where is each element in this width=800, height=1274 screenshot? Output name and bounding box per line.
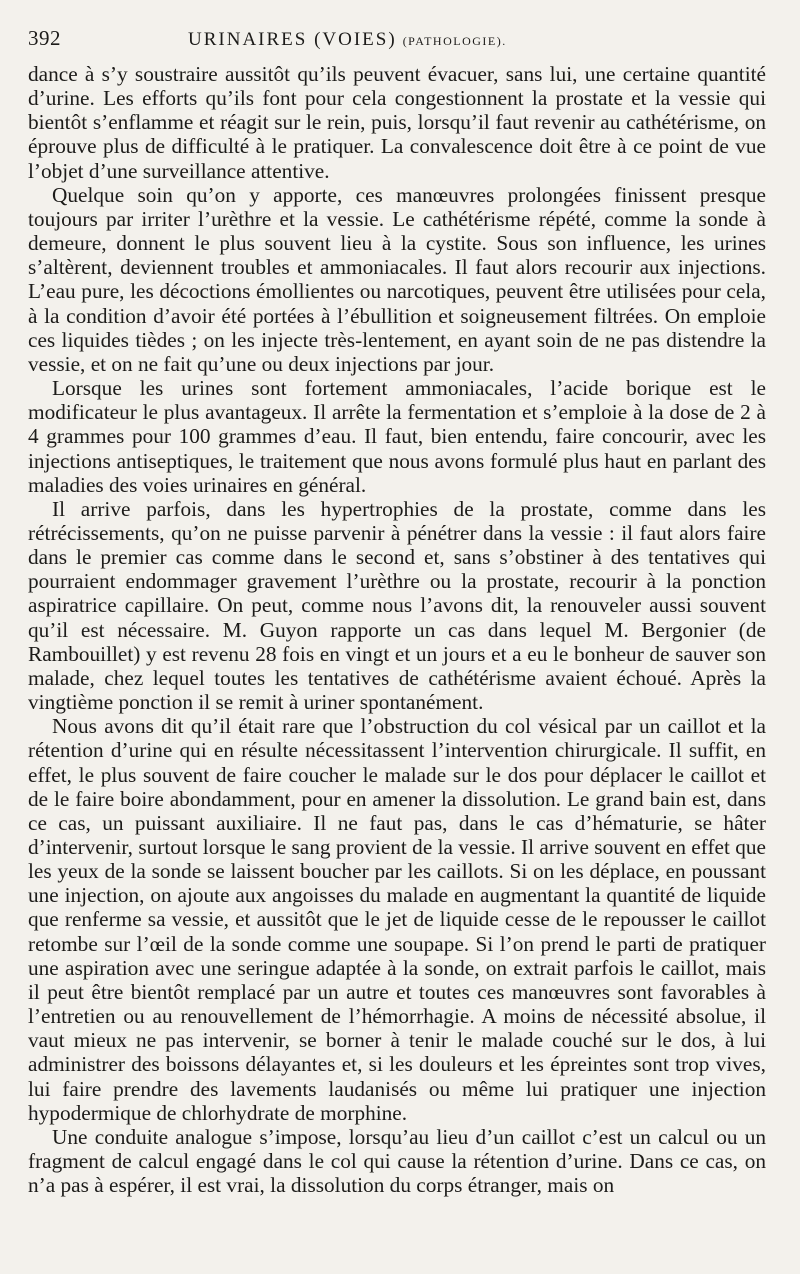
paragraph-catheter-irritation: Quelque soin qu’on y apporte, ces manœuvres prolongées finissent presque toujours par irriter l’urèthre et la vessie. Le cathétérisme répété, comme la sonde à demeure, donnent le plus souvent lieu à la cystite. Sous son influence, les urines s’altèrent, deviennent troubles et ammoniacales. Il faut alors recourir aux injections. L’eau pure, les décoctions émollientes ou narcotiques, peuvent être utilisées pour cela, à la condition d’avoir été portées à l’ébullition et soigneusement filtrées. On emploie ces liquides tièdes ; on les injecte très-lentement, en ayant soin de ne pas distendre la vessie, et on ne fait qu’une ou deux injections par jour. — [28, 182, 766, 376]
paragraph-boric-acid: Lorsque les urines sont fortement ammoniacales, l’acide borique est le modificateur le plus avantageux. Il arrête la fermentation et s’emploie à la dose de 2 à 4 grammes pour 100 grammes d’eau. Il faut, bien entendu, faire concourir, avec les injections antiseptiques, le traitement que nous avons formulé plus haut en parlant des maladies des voies urinaires en général. — [28, 376, 766, 497]
paragraph-continuation: dance à s’y soustraire aussitôt qu’ils peuvent évacuer, sans lui, une certaine quantité d’urine. Les efforts qu’ils font pour cela congestionnent la prostate et la vessie qui bientôt s’enflamme et réagit sur le rein, puis, lorsqu’il faut revenir au cathétérisme, on éprouve plus de difficulté à le pratiquer. La convalescence doit être à ce point de vue l’objet d’une surveillance attentive. — [28, 62, 766, 183]
paragraph-prostate-puncture: Il arrive parfois, dans les hypertrophies de la prostate, comme dans les rétrécissements, qu’on ne puisse parvenir à pénétrer dans la vessie : il faut alors faire dans le premier cas comme dans le second et, sans s’obstiner à des tentatives qui pourraient endommager gravement l’urèthre ou la prostate, recourir à la ponction aspiratrice capillaire. On peut, comme nous l’avons dit, la renouveler aussi souvent qu’il est nécessaire. M. Guyon rapporte un cas dans lequel M. Bergonier (de Rambouillet) y est revenu 28 fois en vingt et un jours et a eu le bonheur de sauver son malade, chez lequel toutes les tentatives de cathétérisme avaient échoué. Après la vingtième ponction il se remit à uriner spontanément. — [28, 496, 766, 715]
running-subtitle: (PATHOLOGIE). — [402, 34, 507, 48]
paragraph-calculus: Une conduite analogue s’impose, lorsqu’au lieu d’un caillot c’est un calcul ou un fragment de calcul engagé dans le col qui cause la rétention d’urine. Dans ce cas, on n’a pas à espérer, il est vrai, la dissolution du corps étranger, mais on — [28, 1124, 766, 1198]
running-title: URINAIRES (VOIES) — [188, 29, 397, 50]
body-text — [28, 62, 766, 1197]
page-number: 392 — [28, 26, 61, 50]
paragraph-clot-obstruction: Nous avons dit qu’il était rare que l’obstruction du col vésical par un caillot et la rétention d’urine qui en résulte nécessitassent l’intervention chirurgicale. Il suffit, en effet, le plus souvent de faire coucher le malade sur le dos pour déplacer le caillot et de le faire boire abondamment, pour en amener la dissolution. Le grand bain est, dans ce cas, un puissant auxiliaire. Il ne faut pas, dans le cas d’hématurie, se hâter d’intervenir, surtout lorsque le sang provient de la vessie. Il arrive souvent en effet que les yeux de la sonde se laissent boucher par les caillots. Si on les déplace, en poussant une injection, on ajoute aux angoisses du malade en augmentant la quantité de liquide que renferme sa vessie, et aussitôt que le jet de liquide cesse de le repousser le caillot retombe sur l’œil de la sonde comme une soupape. Si l’on prend le parti de pratiquer une aspiration avec une seringue adaptée à la sonde, on extrait parfois le caillot, mais il peut être bientôt remplacé par un autre et toutes ces manœuvres sont favorables à l’entretien ou au renouvellement de l’hémorrhagie. A moins de nécessité absolue, il vaut mieux ne pas intervenir, se borner à tenir le malade couché sur le dos, à lui administrer des boissons délayantes et, si les douleurs et les épreintes sont trop vives, lui faire prendre des lavements laudanisés ou même lui pratiquer une injection hypodermique de chlorhydrate de morphine. — [28, 714, 766, 1125]
running-header — [28, 26, 766, 56]
